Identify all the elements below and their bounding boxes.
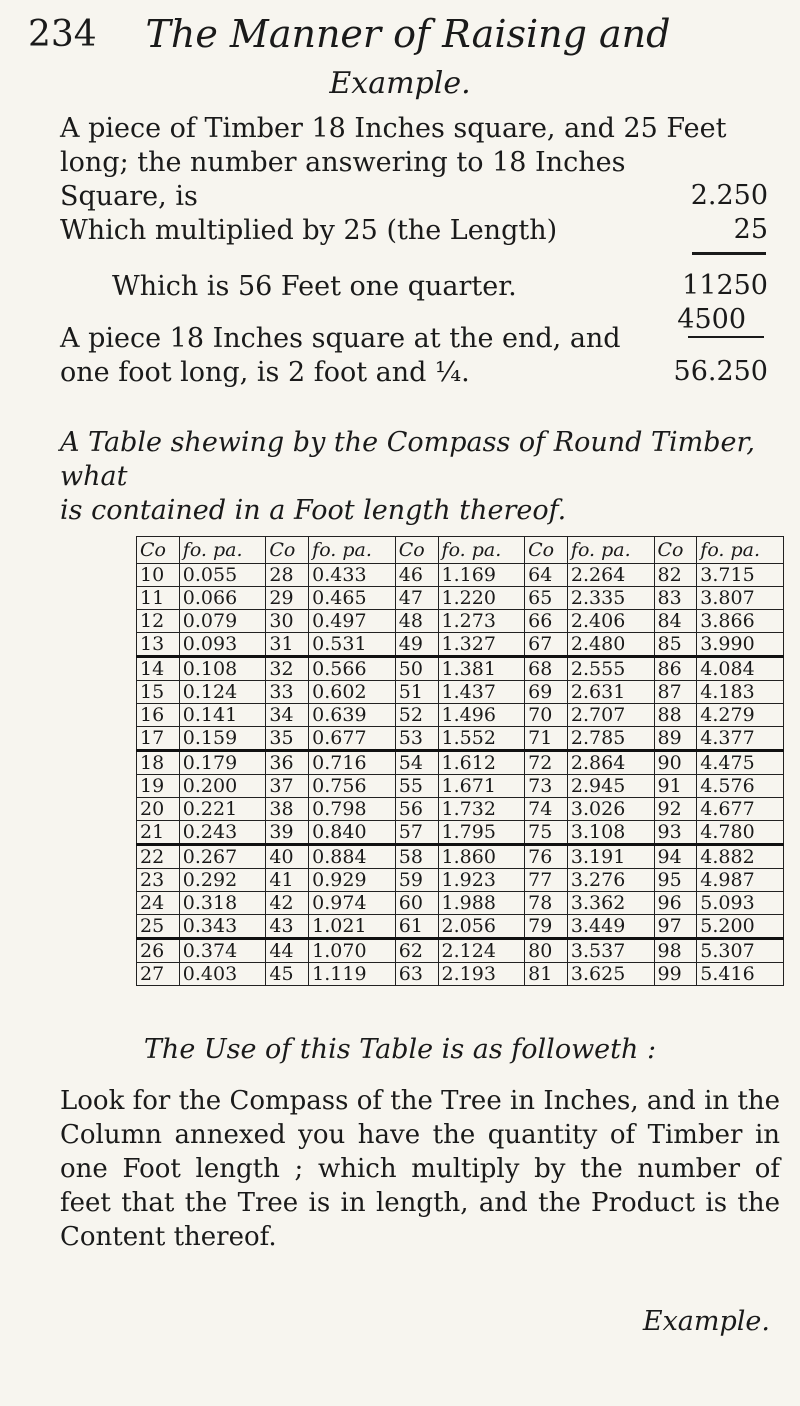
content-cell: 0.159 [179,727,266,751]
content-cell: 0.639 [309,704,396,727]
table-row [137,704,784,727]
content-cell: 3.990 [697,633,784,657]
content-cell: 1.119 [309,963,396,986]
content-cell: 3.715 [697,564,784,587]
content-cell: 1.381 [438,657,525,681]
content-cell: 2.480 [567,633,654,657]
content-cell: 3.449 [567,915,654,939]
problem-line-4: Which multiplied by 25 (the Length) [60,215,558,246]
content-cell: 0.840 [309,821,396,845]
header-compass: Co [654,537,697,564]
content-cell: 1.070 [309,939,396,963]
compass-cell: 44 [266,939,309,963]
content-cell: 3.108 [567,821,654,845]
table-row [137,727,784,751]
content-cell: 1.552 [438,727,525,751]
content-cell: 3.276 [567,869,654,892]
compass-cell: 57 [395,821,438,845]
content-cell: 4.677 [697,798,784,821]
compass-cell: 18 [137,751,180,775]
content-cell: 1.169 [438,564,525,587]
catchword: Example. [642,1306,770,1337]
compass-cell: 36 [266,751,309,775]
header-feet-parts: fo. pa. [438,537,525,564]
compass-cell: 86 [654,657,697,681]
compass-cell: 52 [395,704,438,727]
compass-cell: 16 [137,704,180,727]
compass-cell: 75 [525,821,568,845]
compass-cell: 43 [266,915,309,939]
figure-total: 56.250 [673,356,768,387]
compass-cell: 82 [654,564,697,587]
content-cell: 3.866 [697,610,784,633]
compass-cell: 22 [137,845,180,869]
content-cell: 1.612 [438,751,525,775]
compass-cell: 45 [266,963,309,986]
content-cell: 0.079 [179,610,266,633]
compass-cell: 94 [654,845,697,869]
table-caption-line-1: A Table shewing by the Compass of Round Timber, what [60,427,755,492]
table-row [137,821,784,845]
sum-rule [692,252,766,255]
content-cell: 4.987 [697,869,784,892]
compass-cell: 95 [654,869,697,892]
content-cell: 2.555 [567,657,654,681]
table-caption-line-2: is contained in a Foot length thereof. [60,495,567,526]
compass-cell: 55 [395,775,438,798]
header-feet-parts: fo. pa. [309,537,396,564]
content-cell: 1.273 [438,610,525,633]
example-heading: Example. [329,66,471,101]
content-cell: 0.318 [179,892,266,915]
compass-cell: 65 [525,587,568,610]
timber-table [136,536,784,986]
content-cell: 2.785 [567,727,654,751]
compass-cell: 78 [525,892,568,915]
compass-cell: 23 [137,869,180,892]
total-rule [688,336,764,338]
compass-cell: 26 [137,939,180,963]
compass-cell: 32 [266,657,309,681]
compass-cell: 59 [395,869,438,892]
figure-product-2: 4500 [677,304,746,335]
compass-cell: 29 [266,587,309,610]
content-cell: 0.798 [309,798,396,821]
table-row [137,587,784,610]
compass-cell: 81 [525,963,568,986]
compass-cell: 58 [395,845,438,869]
table-row [137,915,784,939]
header-feet-parts: fo. pa. [179,537,266,564]
table-row [137,939,784,963]
content-cell: 0.267 [179,845,266,869]
compass-cell: 41 [266,869,309,892]
compass-cell: 17 [137,727,180,751]
content-cell: 1.496 [438,704,525,727]
table-row [137,963,784,986]
content-cell: 5.093 [697,892,784,915]
compass-cell: 93 [654,821,697,845]
content-cell: 5.307 [697,939,784,963]
compass-cell: 31 [266,633,309,657]
compass-cell: 13 [137,633,180,657]
table-row [137,633,784,657]
compass-cell: 50 [395,657,438,681]
compass-cell: 38 [266,798,309,821]
content-cell: 4.475 [697,751,784,775]
compass-cell: 96 [654,892,697,915]
content-cell: 5.416 [697,963,784,986]
table-body [137,564,784,986]
compass-cell: 15 [137,681,180,704]
table-row [137,798,784,821]
content-cell: 4.084 [697,657,784,681]
compass-cell: 19 [137,775,180,798]
content-cell: 4.576 [697,775,784,798]
content-cell: 1.860 [438,845,525,869]
compass-cell: 48 [395,610,438,633]
content-cell: 0.221 [179,798,266,821]
compass-cell: 60 [395,892,438,915]
compass-cell: 69 [525,681,568,704]
content-cell: 2.864 [567,751,654,775]
use-paragraph: Look for the Compass of the Tree in Inches, and in the Column annexed you have the quantity of Timber in one Foot length ; which multiply by the number of feet that the Tree is in length, and the Product is the Content thereof. [60,1086,780,1252]
compass-cell: 99 [654,963,697,986]
content-cell: 4.183 [697,681,784,704]
compass-cell: 53 [395,727,438,751]
compass-cell: 35 [266,727,309,751]
compass-cell: 77 [525,869,568,892]
header-compass: Co [266,537,309,564]
compass-cell: 85 [654,633,697,657]
content-cell: 2.193 [438,963,525,986]
figure-product-1: 11250 [682,270,768,301]
compass-cell: 51 [395,681,438,704]
table-row [137,892,784,915]
content-cell: 0.465 [309,587,396,610]
table-row [137,845,784,869]
content-cell: 0.497 [309,610,396,633]
header-compass: Co [395,537,438,564]
use-title: The Use of this Table is as followeth : [143,1034,657,1065]
compass-cell: 80 [525,939,568,963]
result-line: Which is 56 Feet one quarter. [112,271,517,302]
page-header [28,10,788,60]
content-cell: 1.732 [438,798,525,821]
content-cell: 0.343 [179,915,266,939]
content-cell: 1.988 [438,892,525,915]
header-compass: Co [137,537,180,564]
content-cell: 0.677 [309,727,396,751]
compass-cell: 73 [525,775,568,798]
compass-cell: 39 [266,821,309,845]
content-cell: 2.707 [567,704,654,727]
compass-cell: 42 [266,892,309,915]
content-cell: 4.882 [697,845,784,869]
compass-cell: 66 [525,610,568,633]
content-cell: 3.362 [567,892,654,915]
figure-answer: 2.250 [690,180,768,211]
content-cell: 0.141 [179,704,266,727]
content-cell: 0.716 [309,751,396,775]
header-feet-parts: fo. pa. [697,537,784,564]
compass-cell: 68 [525,657,568,681]
content-cell: 1.220 [438,587,525,610]
compass-cell: 88 [654,704,697,727]
table-row [137,657,784,681]
compass-cell: 67 [525,633,568,657]
compass-cell: 61 [395,915,438,939]
content-cell: 0.566 [309,657,396,681]
content-cell: 4.279 [697,704,784,727]
compass-cell: 71 [525,727,568,751]
content-cell: 0.055 [179,564,266,587]
content-cell: 1.795 [438,821,525,845]
compass-cell: 47 [395,587,438,610]
running-title: The Manner of Raising and [145,12,671,56]
content-cell: 2.124 [438,939,525,963]
content-cell: 4.377 [697,727,784,751]
compass-cell: 20 [137,798,180,821]
table-header-row [137,537,784,564]
compass-cell: 14 [137,657,180,681]
content-cell: 0.124 [179,681,266,704]
compass-cell: 56 [395,798,438,821]
compass-cell: 72 [525,751,568,775]
table-row [137,681,784,704]
compass-cell: 49 [395,633,438,657]
page-number: 234 [28,14,97,55]
content-cell: 4.780 [697,821,784,845]
compass-cell: 30 [266,610,309,633]
compass-cell: 98 [654,939,697,963]
figure-length: 25 [733,214,768,245]
content-cell: 2.056 [438,915,525,939]
content-cell: 1.923 [438,869,525,892]
compass-cell: 70 [525,704,568,727]
compass-cell: 79 [525,915,568,939]
content-cell: 3.026 [567,798,654,821]
compass-cell: 76 [525,845,568,869]
content-cell: 5.200 [697,915,784,939]
content-cell: 3.537 [567,939,654,963]
content-cell: 2.631 [567,681,654,704]
note-line-1: A piece 18 Inches square at the end, and [60,323,621,354]
content-cell: 0.929 [309,869,396,892]
compass-cell: 74 [525,798,568,821]
compass-cell: 91 [654,775,697,798]
compass-cell: 92 [654,798,697,821]
compass-cell: 62 [395,939,438,963]
note-line-2: one foot long, is 2 foot and ¼. [60,357,470,388]
compass-cell: 54 [395,751,438,775]
content-cell: 0.093 [179,633,266,657]
table-row [137,775,784,798]
compass-cell: 34 [266,704,309,727]
table-row [137,751,784,775]
content-cell: 0.433 [309,564,396,587]
content-cell: 0.531 [309,633,396,657]
compass-cell: 46 [395,564,438,587]
content-cell: 1.327 [438,633,525,657]
problem-line-2: long; the number answering to 18 Inches [60,147,626,178]
content-cell: 3.625 [567,963,654,986]
compass-cell: 84 [654,610,697,633]
content-cell: 0.066 [179,587,266,610]
content-cell: 0.200 [179,775,266,798]
content-cell: 2.264 [567,564,654,587]
compass-cell: 83 [654,587,697,610]
content-cell: 0.974 [309,892,396,915]
content-cell: 1.671 [438,775,525,798]
table-row [137,564,784,587]
header-feet-parts: fo. pa. [567,537,654,564]
compass-cell: 87 [654,681,697,704]
table-row [137,610,784,633]
compass-cell: 97 [654,915,697,939]
table-row [137,869,784,892]
content-cell: 2.406 [567,610,654,633]
compass-cell: 40 [266,845,309,869]
content-cell: 0.884 [309,845,396,869]
compass-cell: 10 [137,564,180,587]
content-cell: 0.243 [179,821,266,845]
compass-cell: 28 [266,564,309,587]
compass-cell: 12 [137,610,180,633]
content-cell: 0.108 [179,657,266,681]
compass-cell: 11 [137,587,180,610]
content-cell: 0.602 [309,681,396,704]
problem-line-3: Square, is [60,181,198,212]
content-cell: 1.021 [309,915,396,939]
compass-cell: 63 [395,963,438,986]
content-cell: 1.437 [438,681,525,704]
compass-cell: 25 [137,915,180,939]
content-cell: 0.756 [309,775,396,798]
content-cell: 3.807 [697,587,784,610]
compass-cell: 89 [654,727,697,751]
content-cell: 2.945 [567,775,654,798]
content-cell: 2.335 [567,587,654,610]
problem-line-1: A piece of Timber 18 Inches square, and 25 Feet [60,113,727,144]
content-cell: 0.179 [179,751,266,775]
content-cell: 0.403 [179,963,266,986]
compass-cell: 64 [525,564,568,587]
compass-cell: 24 [137,892,180,915]
compass-cell: 33 [266,681,309,704]
compass-cell: 27 [137,963,180,986]
content-cell: 0.292 [179,869,266,892]
compass-cell: 21 [137,821,180,845]
table-caption [60,426,780,528]
compass-cell: 90 [654,751,697,775]
compass-cell: 37 [266,775,309,798]
header-compass: Co [525,537,568,564]
content-cell: 0.374 [179,939,266,963]
content-cell: 3.191 [567,845,654,869]
